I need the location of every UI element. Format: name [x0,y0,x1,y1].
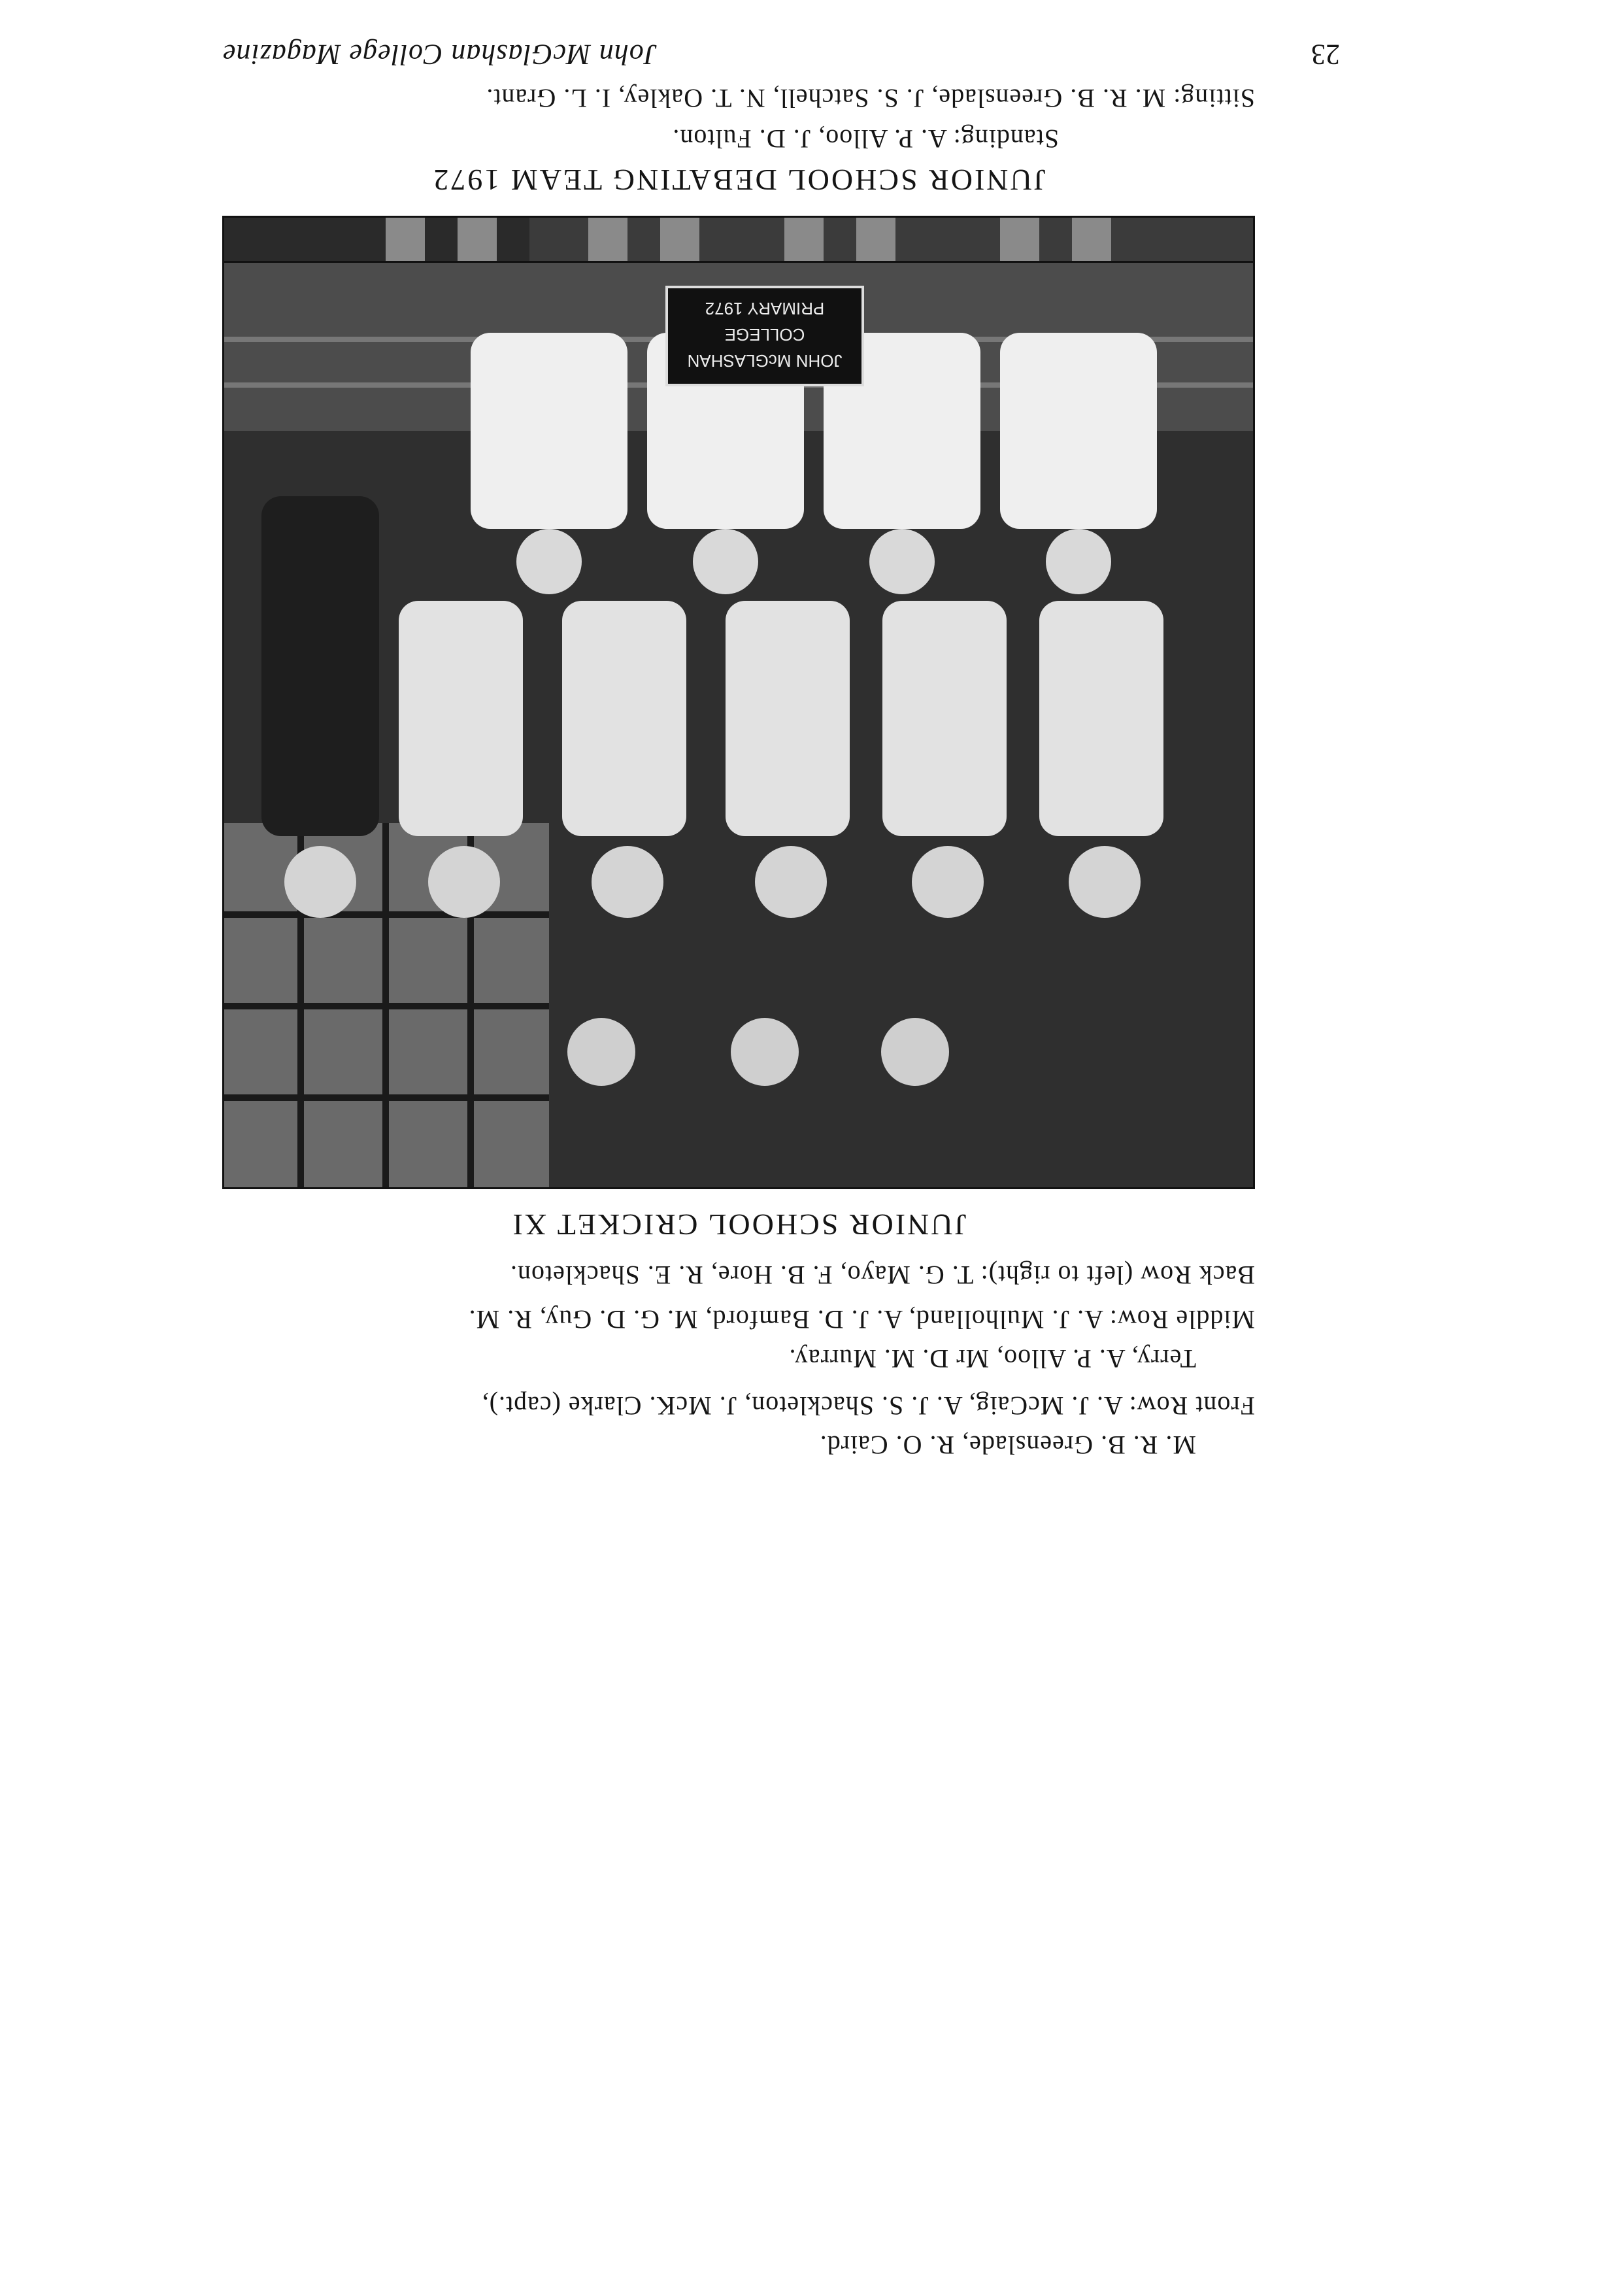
cricket-middle-row: Middle Row: A. J. Mulholland, A. J. D. Bamford, M. G. D. Guy, R. M. [468,1305,1255,1334]
cricket-caption-title: JUNIOR SCHOOL CRICKET XI [510,1208,967,1241]
page-number: 23 [1311,39,1340,71]
cricket-front-row-continued: M. R. B. Greenslade, R. O. Caird. [819,1430,1196,1460]
debating-sitting-caption: Sitting: M. R. B. Greenslade, J. S. Satchell, N. T. Oakley, I. L. Grant. [486,84,1255,113]
sign-line-1: JOHN McGLASHAN [687,351,843,371]
running-head [222,32,1340,71]
cricket-photo-illustration [222,261,1255,1189]
magazine-title: John McGlashan College Magazine [222,39,658,71]
cricket-team-photo [222,261,1255,1189]
debating-standing-caption: Standing: A. P. Alloo, J. D. Fulton. [672,124,1059,154]
cricket-back-row: Back Row (left to right): T. G. Mayo, F. B. Hore, R. E. Shackleton. [510,1260,1255,1290]
sign-line-2: COLLEGE [724,325,805,345]
debating-caption-title: JUNIOR SCHOOL DEBATING TEAM 1972 [431,163,1046,197]
cricket-middle-row-continued: Terry, A. P. Alloo, Mr D. M. Murray. [788,1344,1196,1374]
sign-line-3: PRIMARY 1972 [705,299,825,318]
cricket-front-row: Front Row: A. J. McCaig, A. J. S. Shackleton, J. McK. Clarke (capt.), [481,1391,1255,1421]
